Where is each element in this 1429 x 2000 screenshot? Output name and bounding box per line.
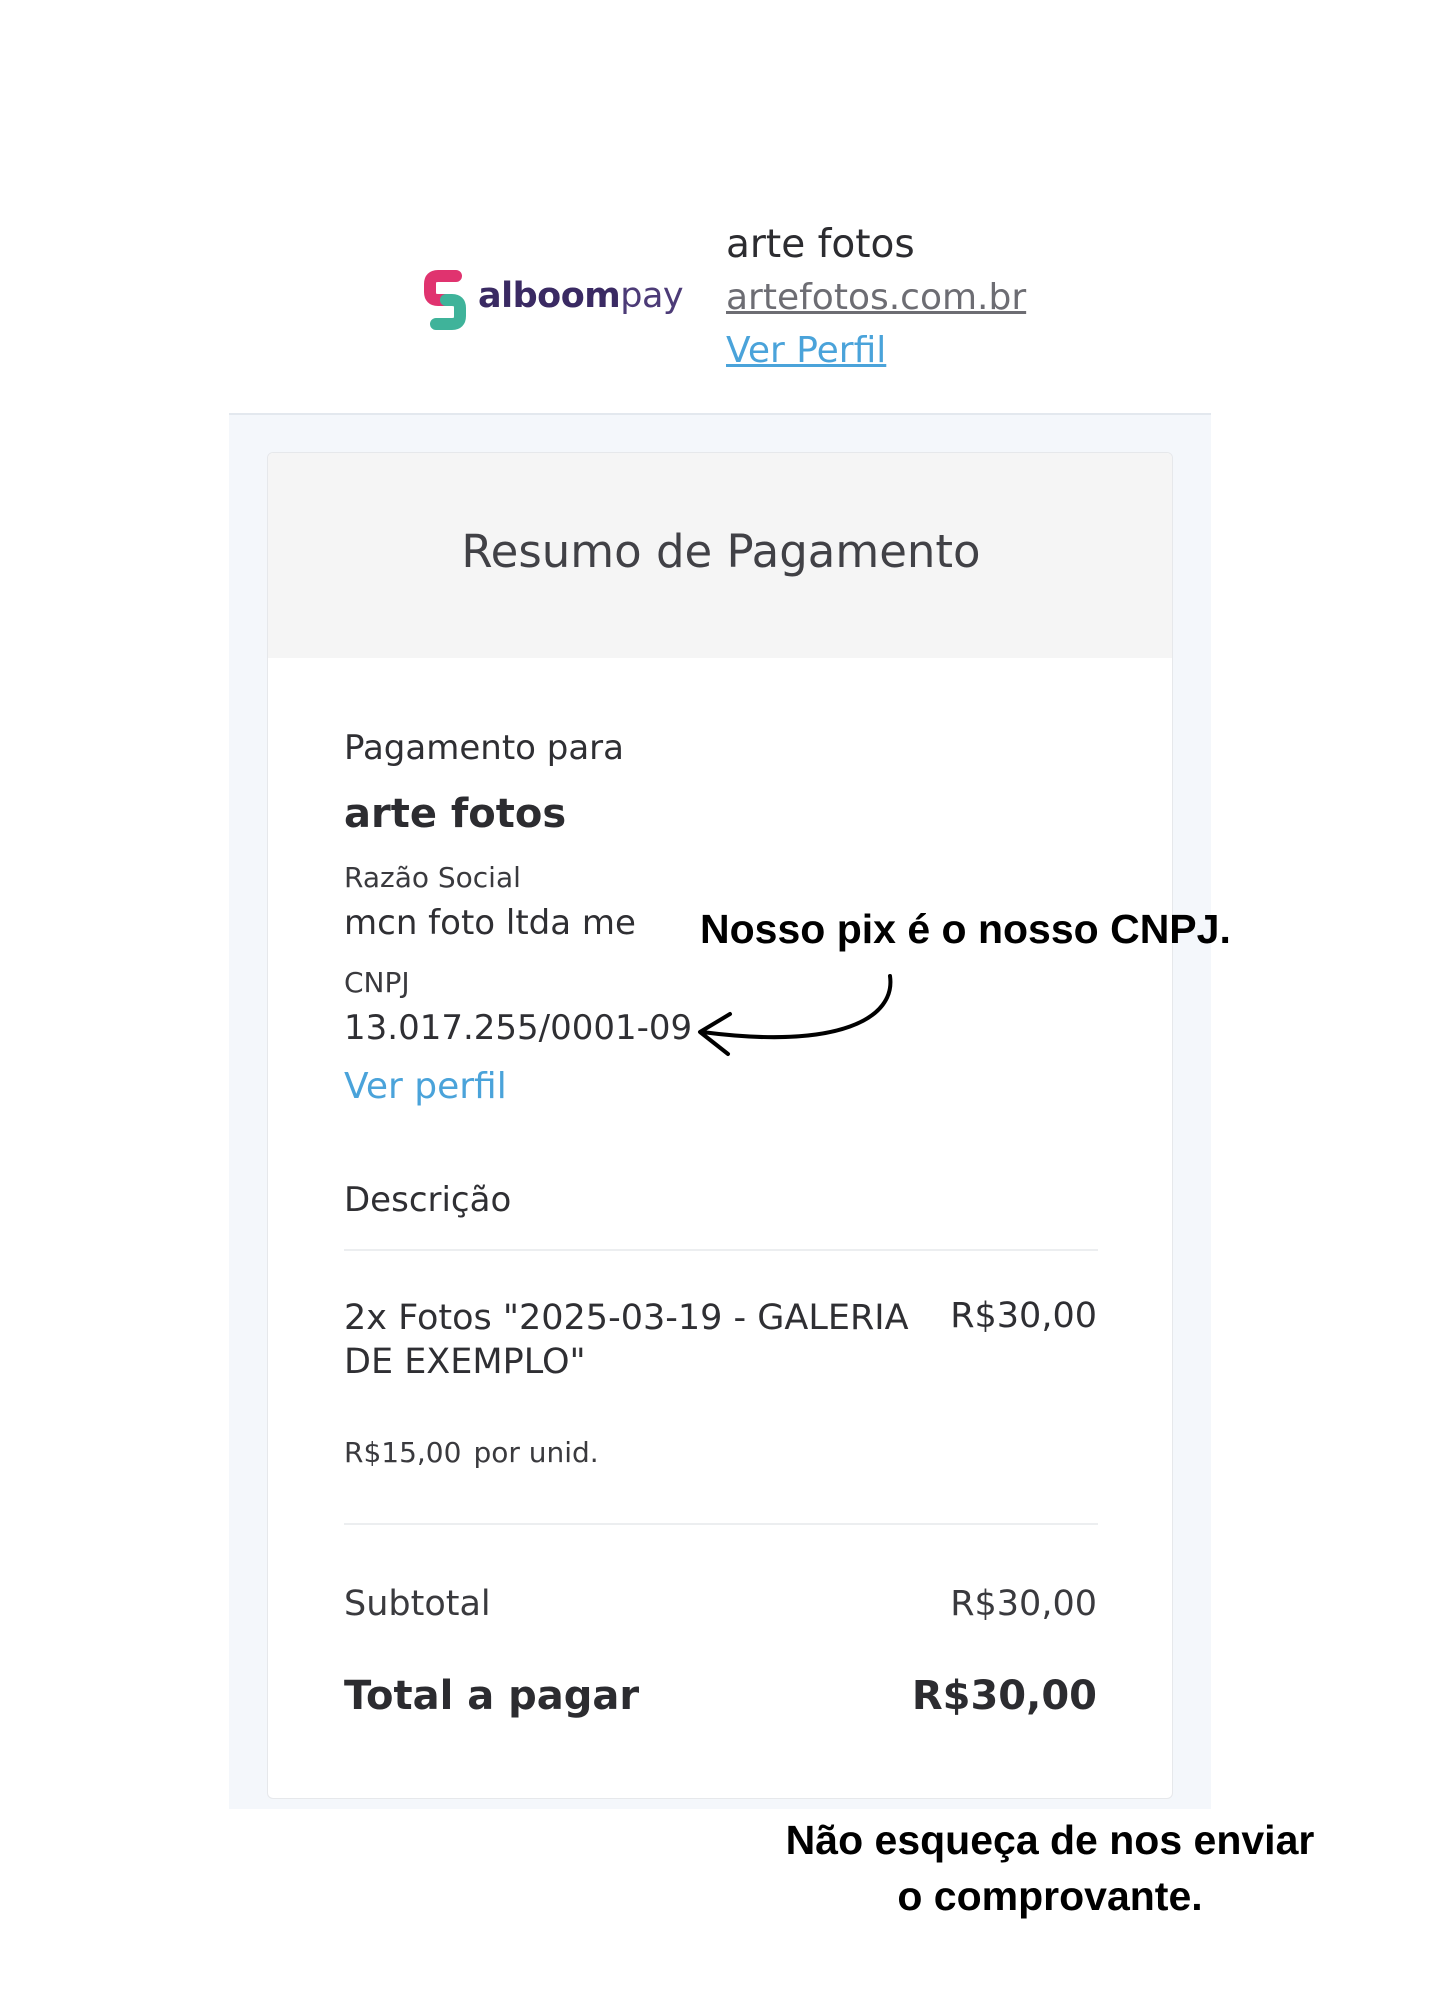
card-header — [268, 453, 1173, 658]
line-item-name: 2x Fotos "2025-03-19 - GALERIA DE EXEMPLO" — [344, 1298, 909, 1382]
unit-price-suffix: por unid. — [473, 1436, 599, 1469]
cnpj-value: 13.017.255/0001-09 — [344, 1008, 693, 1048]
alboompay-logo — [422, 270, 682, 334]
logo-wordmark — [478, 276, 683, 316]
receipt-note-line-2: o comprovante. — [897, 1873, 1203, 1919]
curved-arrow-icon — [690, 970, 910, 1070]
total-value: R$30,00 — [911, 1673, 1097, 1719]
razao-social-label: Razão Social — [344, 861, 521, 894]
page-title: Resumo de Pagamento — [461, 525, 981, 578]
subtotal-value: R$30,00 — [950, 1584, 1097, 1624]
receipt-note — [740, 1812, 1360, 1924]
description-label: Descrição — [344, 1180, 512, 1220]
razao-social-value: mcn foto ltda me — [344, 903, 636, 943]
unit-price-value: R$15,00 — [344, 1436, 462, 1469]
line-item-price: R$30,00 — [950, 1296, 1097, 1336]
cnpj-label: CNPJ — [344, 966, 410, 999]
unit-price — [344, 1436, 599, 1469]
payment-summary-card — [267, 452, 1173, 1799]
view-profile-link[interactable]: Ver Perfil — [726, 330, 887, 371]
divider — [344, 1523, 1098, 1525]
org-website-link[interactable]: artefotos.com.br — [726, 277, 1027, 318]
pix-note: Nosso pix é o nosso CNPJ. — [700, 906, 1231, 952]
total-label: Total a pagar — [344, 1673, 640, 1719]
logo-text-light: pay — [620, 276, 684, 316]
card-view-profile-link[interactable]: Ver perfil — [344, 1066, 507, 1107]
org-name: arte fotos — [726, 222, 915, 267]
receipt-note-line-1: Não esqueça de nos enviar — [785, 1817, 1315, 1863]
payment-to-label: Pagamento para — [344, 728, 624, 768]
logo-text-bold: alboom — [478, 276, 621, 316]
subtotal-label: Subtotal — [344, 1584, 491, 1624]
divider — [344, 1249, 1098, 1251]
alboompay-logo-icon — [422, 270, 470, 334]
payee-name: arte fotos — [344, 791, 567, 837]
